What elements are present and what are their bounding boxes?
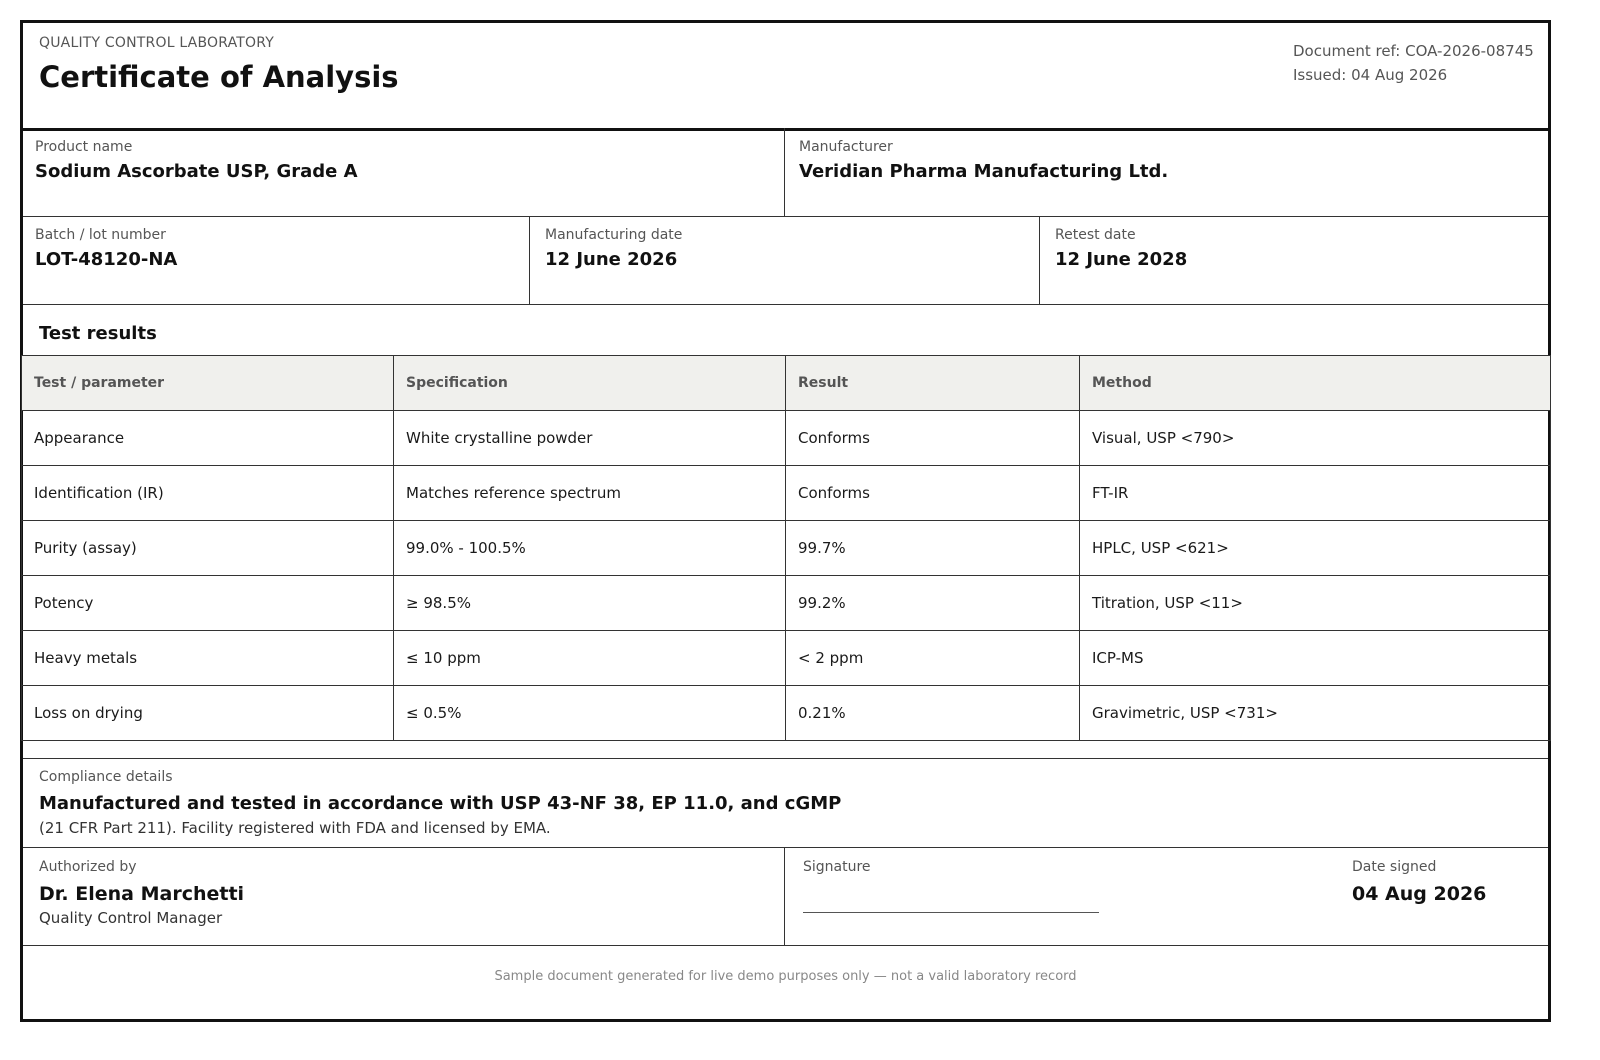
product-name-label: Product name <box>35 139 133 155</box>
test-specification: 99.0% - 100.5% <box>394 521 786 576</box>
divider <box>529 216 530 304</box>
test-method: FT-IR <box>1080 466 1551 521</box>
retest-date-cell <box>1055 227 1535 270</box>
manufacturing-date-value: 12 June 2026 <box>545 249 678 270</box>
column-header-result: Result <box>786 356 1080 411</box>
test-specification: ≥ 98.5% <box>394 576 786 631</box>
test-result: Conforms <box>786 411 1080 466</box>
test-name: Potency <box>22 576 394 631</box>
test-result: 99.7% <box>786 521 1080 576</box>
table-row <box>22 686 1551 741</box>
test-name: Identification (IR) <box>22 466 394 521</box>
test-method: Visual, USP <790> <box>1080 411 1551 466</box>
test-result: 0.21% <box>786 686 1080 741</box>
test-name: Loss on drying <box>22 686 394 741</box>
table-row <box>22 576 1551 631</box>
certificate-header <box>23 23 1548 131</box>
signature-label: Signature <box>803 859 871 875</box>
test-specification: White crystalline powder <box>394 411 786 466</box>
manufacturing-date-cell <box>545 227 1025 270</box>
divider <box>784 847 785 945</box>
test-name: Heavy metals <box>22 631 394 686</box>
test-result: < 2 ppm <box>786 631 1080 686</box>
table-header-row <box>22 356 1551 411</box>
divider <box>1039 216 1040 304</box>
manufacturer-value: Veridian Pharma Manufacturing Ltd. <box>799 161 1169 182</box>
test-specification: ≤ 10 ppm <box>394 631 786 686</box>
authorized-by-label: Authorized by <box>39 859 137 875</box>
batch-lot-value: LOT-48120-NA <box>35 249 178 270</box>
product-name-cell <box>35 139 775 182</box>
authorizer-role: Quality Control Manager <box>39 909 223 927</box>
table-row <box>22 466 1551 521</box>
compliance-statement: Manufactured and tested in accordance with USP 43-NF 38, EP 11.0, and cGMP <box>39 793 842 814</box>
batch-lot-label: Batch / lot number <box>35 227 166 243</box>
date-signed-label: Date signed <box>1352 859 1437 875</box>
table-row <box>22 631 1551 686</box>
retest-date-value: 12 June 2028 <box>1055 249 1188 270</box>
test-specification: Matches reference spectrum <box>394 466 786 521</box>
divider <box>23 945 1548 946</box>
test-method: Gravimetric, USP <731> <box>1080 686 1551 741</box>
issued-date: Issued: 04 Aug 2026 <box>1293 66 1448 84</box>
test-specification: ≤ 0.5% <box>394 686 786 741</box>
column-header-specification: Specification <box>394 356 786 411</box>
compliance-label: Compliance details <box>39 769 173 785</box>
compliance-details: (21 CFR Part 211). Facility registered with FDA and licensed by EMA. <box>39 819 551 837</box>
retest-date-label: Retest date <box>1055 227 1136 243</box>
divider <box>23 758 1548 759</box>
test-method: Titration, USP <11> <box>1080 576 1551 631</box>
lab-name: QUALITY CONTROL LABORATORY <box>39 35 275 51</box>
batch-lot-cell <box>35 227 515 270</box>
test-results-title: Test results <box>39 323 157 344</box>
certificate-document <box>20 20 1551 1022</box>
divider <box>23 216 1548 217</box>
authorizer-name: Dr. Elena Marchetti <box>39 883 245 905</box>
date-signed-value: 04 Aug 2026 <box>1352 883 1487 905</box>
document-ref: Document ref: COA-2026-08745 <box>1293 42 1534 60</box>
manufacturer-cell <box>799 139 1539 182</box>
test-result: 99.2% <box>786 576 1080 631</box>
document-meta <box>1293 39 1534 87</box>
test-name: Appearance <box>22 411 394 466</box>
test-name: Purity (assay) <box>22 521 394 576</box>
manufacturing-date-label: Manufacturing date <box>545 227 683 243</box>
table-row <box>22 521 1551 576</box>
test-results-table <box>21 355 1551 741</box>
column-header-method: Method <box>1080 356 1551 411</box>
column-header-test: Test / parameter <box>22 356 394 411</box>
divider <box>23 304 1548 305</box>
document-title: Certificate of Analysis <box>39 60 399 94</box>
test-method: HPLC, USP <621> <box>1080 521 1551 576</box>
product-name-value: Sodium Ascorbate USP, Grade A <box>35 161 358 182</box>
test-result: Conforms <box>786 466 1080 521</box>
footer-note: Sample document generated for live demo purposes only — not a valid laboratory record <box>494 969 1077 984</box>
table-row <box>22 411 1551 466</box>
signature-line <box>803 912 1099 913</box>
manufacturer-label: Manufacturer <box>799 139 893 155</box>
test-method: ICP-MS <box>1080 631 1551 686</box>
divider <box>784 128 785 216</box>
divider <box>23 847 1548 848</box>
